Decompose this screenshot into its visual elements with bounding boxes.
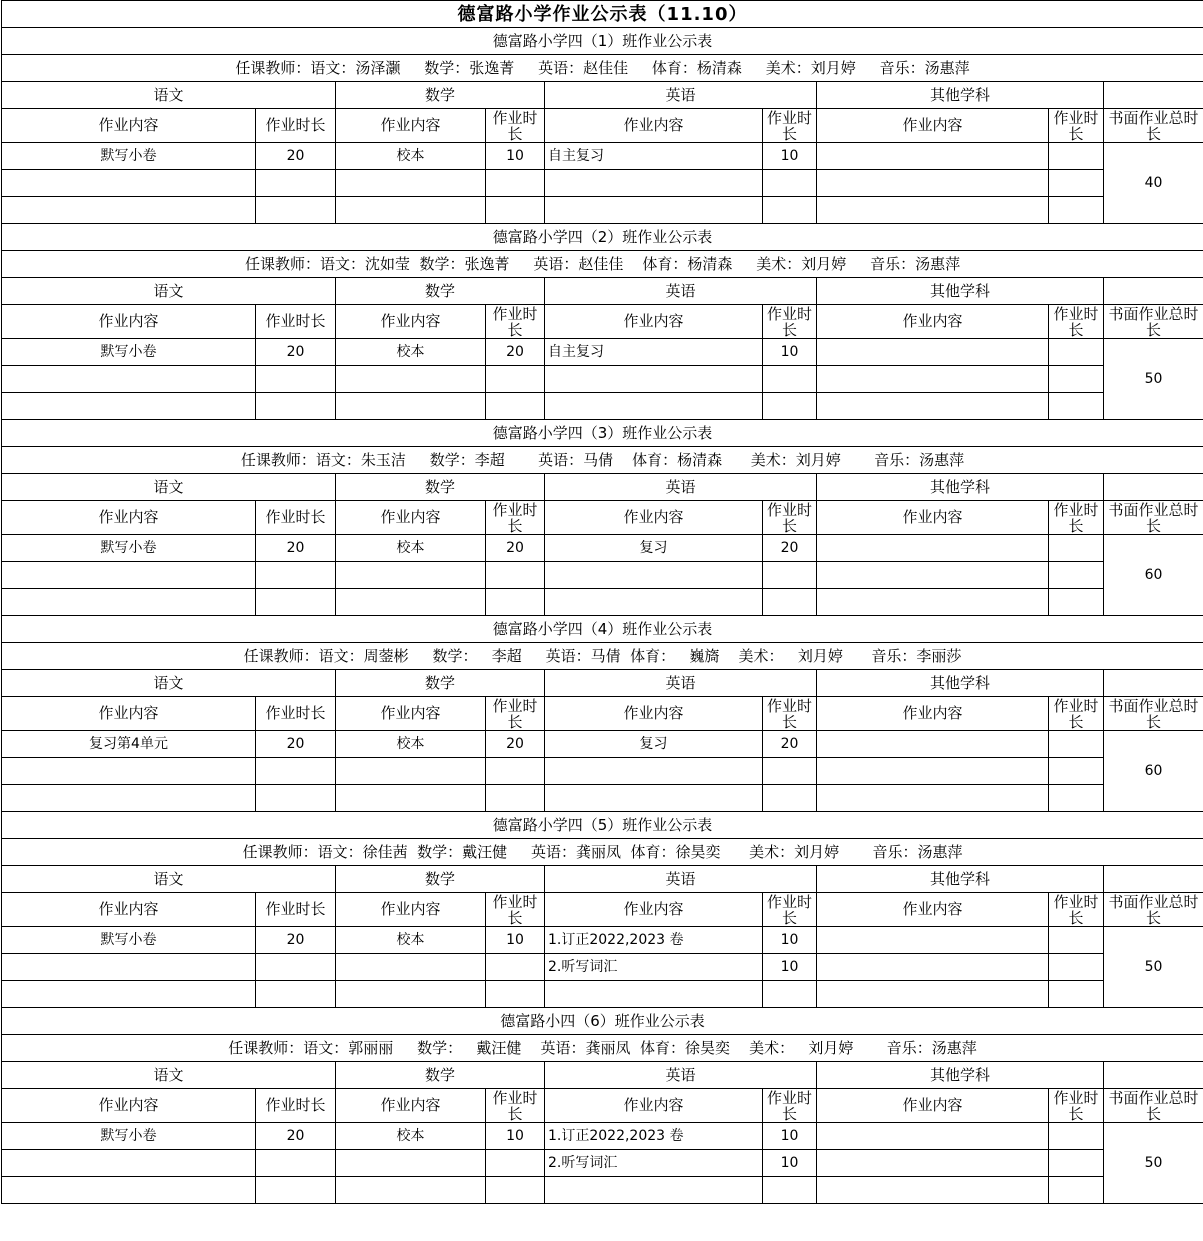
- math-duration-header: 作业时长: [486, 305, 545, 339]
- english-content-header: 作业内容: [545, 305, 763, 339]
- other-duration-cell: [1049, 785, 1104, 812]
- math-content-cell: 校本: [336, 731, 486, 758]
- math-duration-cell: [486, 1150, 545, 1177]
- math-duration-cell: 20: [486, 731, 545, 758]
- other-content-cell: [817, 954, 1049, 981]
- math-content-header: 作业内容: [336, 501, 486, 535]
- other-content-cell: [817, 1123, 1049, 1150]
- chinese-duration-cell: [256, 589, 336, 616]
- math-duration-cell: [486, 589, 545, 616]
- math-duration-cell: [486, 785, 545, 812]
- chinese-content-cell: 默写小卷: [2, 1123, 256, 1150]
- chinese-content-cell: [2, 981, 256, 1008]
- english-content-cell: [545, 366, 763, 393]
- other-duration-header: 作业时长: [1049, 501, 1104, 535]
- chinese-duration-cell: [256, 785, 336, 812]
- english-duration-cell: [763, 1177, 817, 1204]
- teacher-list: 任课教师：语文：沈如莹 数学：张逸菁 英语：赵佳佳 体育：杨清森 美术：刘月婷 音乐：汤惠萍: [2, 251, 1203, 278]
- subject-other-header: 其他学科: [817, 670, 1104, 697]
- english-content-header: 作业内容: [545, 893, 763, 927]
- other-duration-cell: [1049, 339, 1104, 366]
- other-content-cell: [817, 170, 1049, 197]
- other-content-cell: [817, 1150, 1049, 1177]
- math-content-header: 作业内容: [336, 305, 486, 339]
- subject-chinese-header: 语文: [2, 278, 336, 305]
- total-duration-cell: 50: [1104, 927, 1203, 1008]
- english-content-cell: [545, 197, 763, 224]
- chinese-content-header: 作业内容: [2, 501, 256, 535]
- total-duration-header: 书面作业总时长: [1104, 501, 1203, 535]
- teacher-list: 任课教师：语文：郭丽丽 数学： 戴汪健 英语：龚丽凤 体育：徐昊奕 美术： 刘月婷 音乐：汤惠萍: [2, 1035, 1203, 1062]
- other-content-header: 作业内容: [817, 893, 1049, 927]
- total-duration-cell: 40: [1104, 143, 1203, 224]
- chinese-content-cell: 默写小卷: [2, 143, 256, 170]
- subject-english-header: 英语: [545, 278, 817, 305]
- english-duration-cell: [763, 170, 817, 197]
- chinese-content-header: 作业内容: [2, 893, 256, 927]
- other-content-cell: [817, 785, 1049, 812]
- english-content-cell: [545, 589, 763, 616]
- class-title: 德富路小学四（1）班作业公示表: [2, 28, 1203, 55]
- other-content-cell: [817, 535, 1049, 562]
- other-content-cell: [817, 1177, 1049, 1204]
- other-content-header: 作业内容: [817, 697, 1049, 731]
- english-duration-header: 作业时长: [763, 501, 817, 535]
- math-content-cell: [336, 393, 486, 420]
- other-content-cell: [817, 339, 1049, 366]
- empty-cell: [1104, 866, 1203, 893]
- chinese-duration-cell: [256, 170, 336, 197]
- class-title: 德富路小学四（3）班作业公示表: [2, 420, 1203, 447]
- chinese-content-cell: [2, 393, 256, 420]
- subject-math-header: 数学: [336, 866, 545, 893]
- subject-chinese-header: 语文: [2, 670, 336, 697]
- math-duration-cell: [486, 562, 545, 589]
- english-content-header: 作业内容: [545, 1089, 763, 1123]
- english-content-cell: 自主复习: [545, 339, 763, 366]
- chinese-duration-header: 作业时长: [256, 697, 336, 731]
- math-duration-header: 作业时长: [486, 109, 545, 143]
- english-content-header: 作业内容: [545, 697, 763, 731]
- other-duration-cell: [1049, 981, 1104, 1008]
- math-content-header: 作业内容: [336, 109, 486, 143]
- subject-other-header: 其他学科: [817, 474, 1104, 501]
- english-content-cell: 自主复习: [545, 143, 763, 170]
- english-duration-cell: 10: [763, 143, 817, 170]
- other-content-header: 作业内容: [817, 1089, 1049, 1123]
- other-duration-cell: [1049, 589, 1104, 616]
- empty-cell: [1104, 670, 1203, 697]
- subject-english-header: 英语: [545, 670, 817, 697]
- class-title: 德富路小学四（5）班作业公示表: [2, 812, 1203, 839]
- english-content-cell: [545, 981, 763, 1008]
- class-title: 德富路小学四（2）班作业公示表: [2, 224, 1203, 251]
- english-content-cell: [545, 758, 763, 785]
- subject-english-header: 英语: [545, 1062, 817, 1089]
- other-duration-cell: [1049, 927, 1104, 954]
- other-duration-cell: [1049, 170, 1104, 197]
- empty-cell: [1104, 82, 1203, 109]
- english-content-cell: 复习: [545, 535, 763, 562]
- math-duration-cell: [486, 197, 545, 224]
- chinese-duration-cell: 20: [256, 143, 336, 170]
- subject-math-header: 数学: [336, 670, 545, 697]
- math-duration-cell: [486, 954, 545, 981]
- subject-other-header: 其他学科: [817, 866, 1104, 893]
- empty-cell: [1104, 474, 1203, 501]
- subject-chinese-header: 语文: [2, 82, 336, 109]
- math-content-cell: 校本: [336, 143, 486, 170]
- chinese-content-cell: [2, 1177, 256, 1204]
- english-duration-cell: 20: [763, 535, 817, 562]
- other-duration-cell: [1049, 758, 1104, 785]
- math-duration-cell: [486, 393, 545, 420]
- english-duration-header: 作业时长: [763, 893, 817, 927]
- english-content-header: 作业内容: [545, 109, 763, 143]
- chinese-duration-header: 作业时长: [256, 893, 336, 927]
- chinese-duration-cell: [256, 1150, 336, 1177]
- other-duration-cell: [1049, 954, 1104, 981]
- english-content-cell: 2.听写词汇: [545, 1150, 763, 1177]
- other-duration-cell: [1049, 535, 1104, 562]
- english-duration-header: 作业时长: [763, 109, 817, 143]
- other-duration-header: 作业时长: [1049, 697, 1104, 731]
- math-duration-cell: [486, 1177, 545, 1204]
- other-duration-cell: [1049, 143, 1104, 170]
- math-duration-header: 作业时长: [486, 697, 545, 731]
- total-duration-header: 书面作业总时长: [1104, 109, 1203, 143]
- chinese-content-cell: [2, 954, 256, 981]
- english-duration-cell: 10: [763, 954, 817, 981]
- subject-math-header: 数学: [336, 474, 545, 501]
- chinese-content-cell: [2, 1150, 256, 1177]
- other-duration-header: 作业时长: [1049, 1089, 1104, 1123]
- math-duration-cell: 10: [486, 927, 545, 954]
- chinese-duration-cell: 20: [256, 1123, 336, 1150]
- chinese-duration-cell: [256, 393, 336, 420]
- english-content-cell: [545, 562, 763, 589]
- other-content-cell: [817, 366, 1049, 393]
- chinese-duration-header: 作业时长: [256, 305, 336, 339]
- subject-english-header: 英语: [545, 82, 817, 109]
- other-content-cell: [817, 197, 1049, 224]
- empty-cell: [1104, 278, 1203, 305]
- total-duration-cell: 50: [1104, 1123, 1203, 1204]
- english-content-cell: [545, 785, 763, 812]
- math-content-cell: [336, 589, 486, 616]
- subject-other-header: 其他学科: [817, 278, 1104, 305]
- chinese-duration-cell: [256, 366, 336, 393]
- total-duration-header: 书面作业总时长: [1104, 893, 1203, 927]
- chinese-content-cell: [2, 170, 256, 197]
- other-duration-cell: [1049, 1150, 1104, 1177]
- other-content-cell: [817, 731, 1049, 758]
- english-duration-cell: [763, 785, 817, 812]
- other-duration-cell: [1049, 197, 1104, 224]
- english-duration-header: 作业时长: [763, 1089, 817, 1123]
- english-duration-cell: 10: [763, 1123, 817, 1150]
- chinese-duration-cell: 20: [256, 731, 336, 758]
- chinese-content-cell: [2, 562, 256, 589]
- teacher-list: 任课教师：语文：徐佳茜 数学：戴汪健 英语：龚丽凤 体育：徐昊奕 美术：刘月婷 音乐：汤惠萍: [2, 839, 1203, 866]
- english-duration-cell: [763, 393, 817, 420]
- chinese-content-header: 作业内容: [2, 109, 256, 143]
- subject-chinese-header: 语文: [2, 474, 336, 501]
- chinese-content-cell: [2, 366, 256, 393]
- chinese-content-header: 作业内容: [2, 1089, 256, 1123]
- class-title: 德富路小四（6）班作业公示表: [2, 1008, 1203, 1035]
- english-duration-cell: 10: [763, 927, 817, 954]
- other-content-cell: [817, 981, 1049, 1008]
- subject-english-header: 英语: [545, 866, 817, 893]
- math-content-cell: [336, 981, 486, 1008]
- other-duration-cell: [1049, 1177, 1104, 1204]
- english-content-cell: [545, 170, 763, 197]
- total-duration-header: 书面作业总时长: [1104, 697, 1203, 731]
- math-duration-header: 作业时长: [486, 501, 545, 535]
- total-duration-header: 书面作业总时长: [1104, 305, 1203, 339]
- class-title: 德富路小学四（4）班作业公示表: [2, 616, 1203, 643]
- english-duration-cell: [763, 981, 817, 1008]
- english-duration-header: 作业时长: [763, 305, 817, 339]
- total-duration-cell: 60: [1104, 535, 1203, 616]
- english-duration-cell: [763, 562, 817, 589]
- other-content-cell: [817, 758, 1049, 785]
- chinese-content-header: 作业内容: [2, 697, 256, 731]
- chinese-duration-cell: [256, 758, 336, 785]
- other-duration-cell: [1049, 1123, 1104, 1150]
- subject-english-header: 英语: [545, 474, 817, 501]
- math-content-cell: 校本: [336, 1123, 486, 1150]
- other-duration-cell: [1049, 366, 1104, 393]
- subject-chinese-header: 语文: [2, 1062, 336, 1089]
- english-content-cell: [545, 393, 763, 420]
- total-duration-cell: 60: [1104, 731, 1203, 812]
- other-duration-header: 作业时长: [1049, 109, 1104, 143]
- subject-math-header: 数学: [336, 1062, 545, 1089]
- chinese-content-cell: [2, 197, 256, 224]
- math-duration-cell: [486, 758, 545, 785]
- chinese-content-cell: [2, 785, 256, 812]
- math-content-header: 作业内容: [336, 893, 486, 927]
- math-duration-header: 作业时长: [486, 1089, 545, 1123]
- other-content-cell: [817, 562, 1049, 589]
- english-content-cell: 1.订正2022,2023 卷: [545, 1123, 763, 1150]
- math-content-cell: 校本: [336, 535, 486, 562]
- math-content-cell: 校本: [336, 339, 486, 366]
- math-duration-header: 作业时长: [486, 893, 545, 927]
- total-duration-header: 书面作业总时长: [1104, 1089, 1203, 1123]
- math-content-cell: [336, 170, 486, 197]
- chinese-duration-cell: [256, 954, 336, 981]
- math-content-cell: 校本: [336, 927, 486, 954]
- math-duration-cell: [486, 366, 545, 393]
- other-content-cell: [817, 927, 1049, 954]
- other-content-header: 作业内容: [817, 501, 1049, 535]
- chinese-duration-cell: [256, 981, 336, 1008]
- chinese-duration-cell: [256, 562, 336, 589]
- subject-math-header: 数学: [336, 82, 545, 109]
- chinese-content-header: 作业内容: [2, 305, 256, 339]
- subject-other-header: 其他学科: [817, 1062, 1104, 1089]
- math-content-cell: [336, 366, 486, 393]
- subject-chinese-header: 语文: [2, 866, 336, 893]
- english-content-cell: 复习: [545, 731, 763, 758]
- chinese-content-cell: [2, 758, 256, 785]
- other-content-header: 作业内容: [817, 109, 1049, 143]
- english-content-header: 作业内容: [545, 501, 763, 535]
- math-duration-cell: [486, 170, 545, 197]
- math-content-cell: [336, 562, 486, 589]
- math-content-cell: [336, 1177, 486, 1204]
- other-duration-cell: [1049, 393, 1104, 420]
- chinese-duration-cell: [256, 1177, 336, 1204]
- math-content-cell: [336, 954, 486, 981]
- english-duration-cell: [763, 589, 817, 616]
- subject-other-header: 其他学科: [817, 82, 1104, 109]
- english-duration-cell: 10: [763, 1150, 817, 1177]
- teacher-list: 任课教师：语文：朱玉洁 数学：李超 英语：马倩 体育：杨清森 美术：刘月婷 音乐：汤惠萍: [2, 447, 1203, 474]
- math-content-cell: [336, 785, 486, 812]
- math-duration-cell: [486, 981, 545, 1008]
- math-duration-cell: 20: [486, 339, 545, 366]
- empty-cell: [1104, 1062, 1203, 1089]
- chinese-duration-header: 作业时长: [256, 1089, 336, 1123]
- english-duration-header: 作业时长: [763, 697, 817, 731]
- math-duration-cell: 10: [486, 1123, 545, 1150]
- subject-math-header: 数学: [336, 278, 545, 305]
- other-content-header: 作业内容: [817, 305, 1049, 339]
- chinese-content-cell: 复习第4单元: [2, 731, 256, 758]
- math-content-cell: [336, 758, 486, 785]
- chinese-duration-cell: 20: [256, 927, 336, 954]
- chinese-duration-header: 作业时长: [256, 109, 336, 143]
- english-content-cell: 2.听写词汇: [545, 954, 763, 981]
- other-content-cell: [817, 143, 1049, 170]
- other-content-cell: [817, 393, 1049, 420]
- chinese-content-cell: [2, 589, 256, 616]
- math-content-cell: [336, 1150, 486, 1177]
- chinese-content-cell: 默写小卷: [2, 927, 256, 954]
- english-duration-cell: [763, 758, 817, 785]
- math-duration-cell: 20: [486, 535, 545, 562]
- chinese-content-cell: 默写小卷: [2, 535, 256, 562]
- other-content-cell: [817, 589, 1049, 616]
- chinese-duration-cell: 20: [256, 339, 336, 366]
- math-content-header: 作业内容: [336, 697, 486, 731]
- other-duration-cell: [1049, 731, 1104, 758]
- math-content-header: 作业内容: [336, 1089, 486, 1123]
- english-duration-cell: 10: [763, 339, 817, 366]
- english-duration-cell: 20: [763, 731, 817, 758]
- total-duration-cell: 50: [1104, 339, 1203, 420]
- chinese-content-cell: 默写小卷: [2, 339, 256, 366]
- sheet-title: 德富路小学作业公示表（11.10）: [2, 1, 1203, 28]
- english-content-cell: 1.订正2022,2023 卷: [545, 927, 763, 954]
- other-duration-header: 作业时长: [1049, 893, 1104, 927]
- chinese-duration-cell: [256, 197, 336, 224]
- other-duration-cell: [1049, 562, 1104, 589]
- math-content-cell: [336, 197, 486, 224]
- english-duration-cell: [763, 366, 817, 393]
- english-duration-cell: [763, 197, 817, 224]
- chinese-duration-header: 作业时长: [256, 501, 336, 535]
- other-duration-header: 作业时长: [1049, 305, 1104, 339]
- english-content-cell: [545, 1177, 763, 1204]
- teacher-list: 任课教师：语文：汤泽灏 数学：张逸菁 英语：赵佳佳 体育：杨清森 美术：刘月婷 音乐：汤惠萍: [2, 55, 1203, 82]
- homework-table: [1, 0, 1203, 1204]
- math-duration-cell: 10: [486, 143, 545, 170]
- teacher-list: 任课教师：语文：周蓥彬 数学： 李超 英语：马倩 体育： 巍旖 美术： 刘月婷 音乐：李丽莎: [2, 643, 1203, 670]
- chinese-duration-cell: 20: [256, 535, 336, 562]
